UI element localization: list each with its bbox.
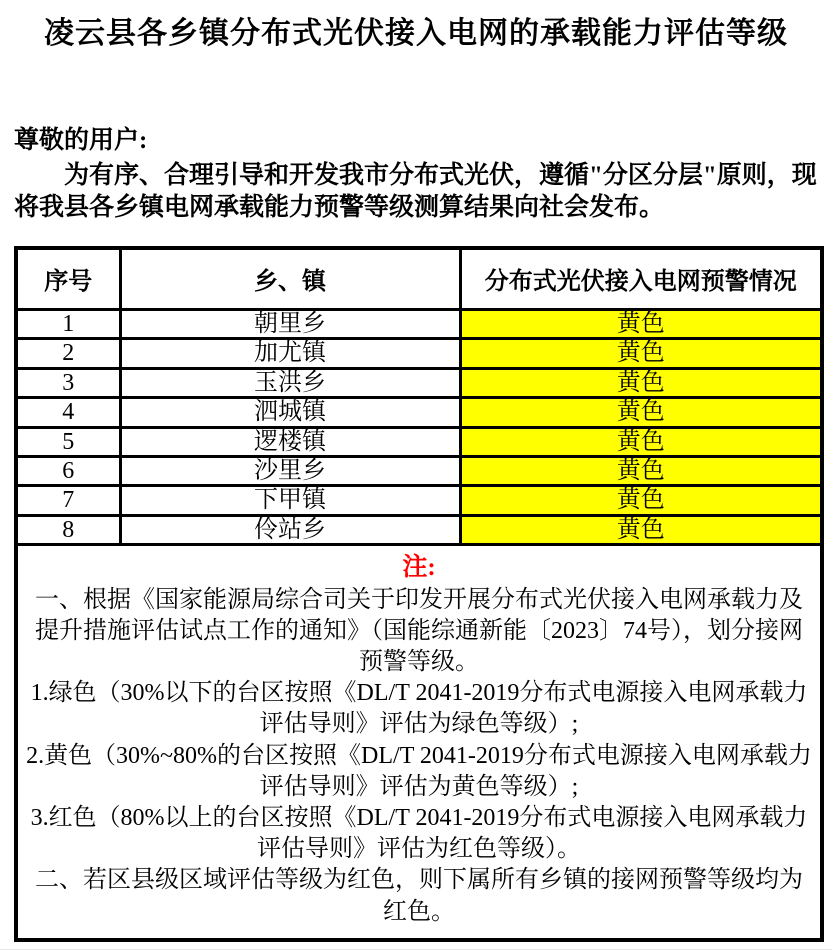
table-row	[16, 310, 822, 339]
township-cell: 下甲镇	[120, 486, 460, 515]
notes-cell	[16, 545, 822, 940]
row-number-cell: 4	[16, 398, 120, 427]
warning-status-cell: 黄色	[460, 515, 822, 544]
row-number-cell: 3	[16, 368, 120, 397]
notes-body	[26, 585, 812, 928]
warning-status-cell: 黄色	[460, 310, 822, 339]
notes-section	[16, 545, 822, 940]
page-title: 凌云县各乡镇分布式光伏接入电网的承载能力评估等级	[44, 17, 788, 50]
row-number-cell: 8	[16, 515, 120, 544]
table-row	[16, 398, 822, 427]
table-row	[16, 486, 822, 515]
notes-label: 注:	[402, 554, 436, 582]
row-number-cell: 5	[16, 427, 120, 456]
note-item: 2.黄色（30%~80%的台区按照《DL/T 2041-2019分布式电源接入电网承载力评估导则》评估为黄色等级）;	[26, 742, 812, 800]
row-number-cell: 6	[16, 456, 120, 485]
township-cell: 玉洪乡	[120, 368, 460, 397]
township-cell: 逻楼镇	[120, 427, 460, 456]
header-warning-status: 分布式光伏接入电网预警情况	[460, 248, 822, 310]
warning-status-cell: 黄色	[460, 427, 822, 456]
warning-status-cell: 黄色	[460, 339, 822, 368]
row-number-cell: 7	[16, 486, 120, 515]
note-item: 1.绿色（30%以下的台区按照《DL/T 2041-2019分布式电源接入电网承载力评估导则》评估为绿色等级）;	[30, 680, 808, 738]
warning-level-table	[14, 246, 824, 942]
township-cell: 沙里乡	[120, 456, 460, 485]
township-cell: 朝里乡	[120, 310, 460, 339]
greeting-line: 尊敬的用户:	[14, 126, 148, 154]
warning-status-cell: 黄色	[460, 398, 822, 427]
row-number-cell: 2	[16, 339, 120, 368]
table-row	[16, 515, 822, 544]
header-serial-number: 序号	[16, 248, 120, 310]
intro-paragraph: 为有序、合理引导和开发我市分布式光伏，遵循"分区分层"原则，现将我县各乡镇电网承载能力预警等级测算结果向社会发布。	[14, 161, 817, 221]
notes-row	[16, 545, 822, 940]
row-number-cell: 1	[16, 310, 120, 339]
township-cell: 伶站乡	[120, 515, 460, 544]
warning-status-cell: 黄色	[460, 456, 822, 485]
note-item: 3.红色（80%以上的台区按照《DL/T 2041-2019分布式电源接入电网承载力评估导则》评估为红色等级）。	[30, 804, 808, 863]
table-row	[16, 339, 822, 368]
note-item: 二、若区县级区域评估等级为红色，则下属所有乡镇的接网预警等级均为红色。	[35, 867, 803, 925]
header-township: 乡、镇	[120, 248, 460, 310]
table-row	[16, 427, 822, 456]
township-cell: 泗城镇	[120, 398, 460, 427]
township-cell: 加尤镇	[120, 339, 460, 368]
warning-status-cell: 黄色	[460, 368, 822, 397]
table-header-row	[16, 248, 822, 310]
warning-status-cell: 黄色	[460, 486, 822, 515]
table-row	[16, 456, 822, 485]
table-row	[16, 368, 822, 397]
table-body	[16, 310, 822, 545]
note-item: 一、根据《国家能源局综合司关于印发开展分布式光伏接入电网承载力及提升措施评估试点工作的通知》（国能综通新能〔2023〕74号），划分接网预警等级。	[35, 586, 803, 675]
intro-section	[14, 125, 820, 224]
